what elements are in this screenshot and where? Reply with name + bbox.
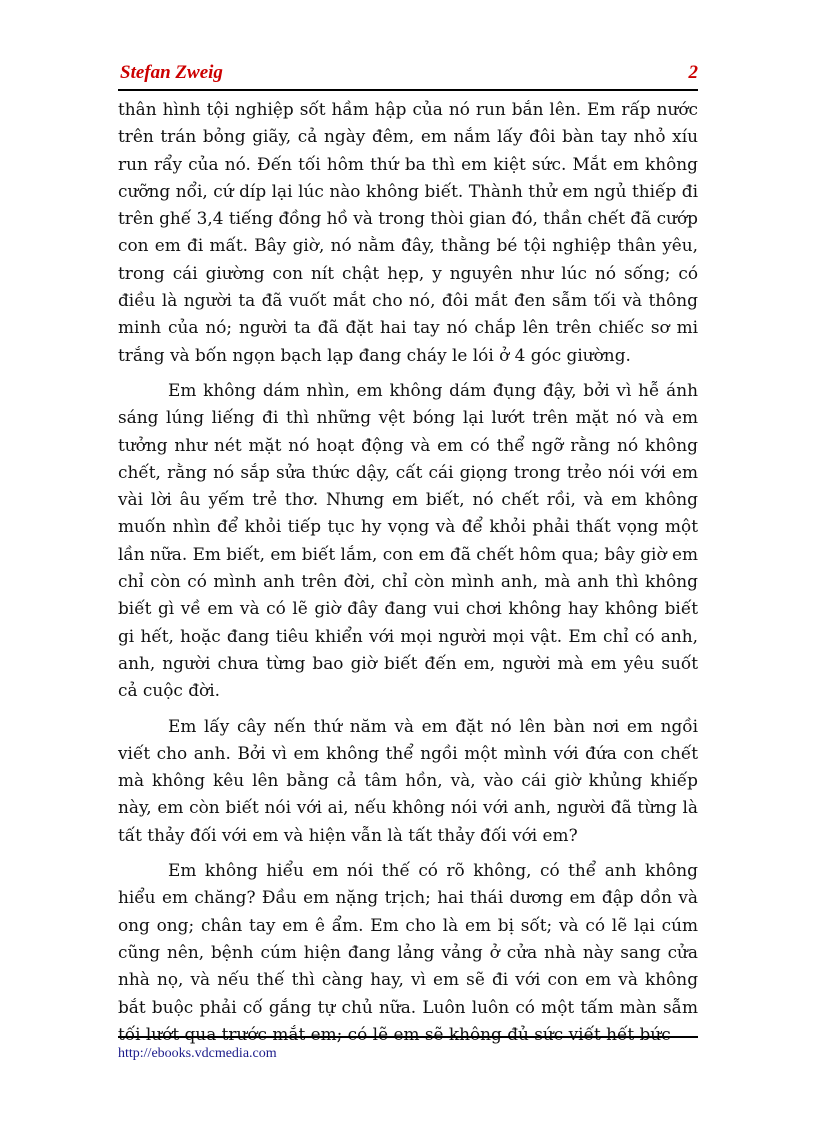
header-author: Stefan Zweig xyxy=(120,62,223,83)
paragraph-2: Em không dám nhìn, em không dám đụng đậy, bởi vì hễ ánh sáng lúng liếng đi thì những vệt bóng lại lướt trên mặt nó và em tưởng như nét mặt nó hoạt động và em có thể ngỡ rằng nó không chết, rằng nó sắp sửa thức dậy, cất cái giọng trong trẻo nói với em vài lời âu yếm trẻ thơ. Nhưng em biết, nó chết rồi, và em không muốn nhìn để khỏi tiếp tục hy vọng và để khỏi phải thất vọng một lần nữa. Em biết, em biết lắm, con em đã chết hôm qua; bây giờ em chỉ còn có mình anh trên đời, chỉ còn mình anh, mà anh thì không biết gì về em và có lẽ giờ đây đang vui chơi không hay không biết gi hết, hoặc đang tiêu khiển với mọi người mọi vật. Em chỉ có anh, anh, người chưa từng bao giờ biết đến em, người mà em yêu suốt cả cuộc đời. xyxy=(118,379,698,701)
body-text xyxy=(118,96,698,1056)
footer-rule xyxy=(118,1036,698,1038)
paragraph-1: thân hình tội nghiệp sốt hầm hập của nó run bắn lên. Em rấp nước trên trán bỏng giãy, cả ngày đêm, em nắm lấy đôi bàn tay nhỏ xíu run rẩy của nó. Đến tối hôm thứ ba thì em kiệt sức. Mắt em không cưỡng nổi, cứ díp lại lúc nào không biết. Thành thử em ngủ thiếp đi trên ghế 3,4 tiếng đồng hồ và trong thòi gian đó, thần chết đã cướp con em đi mất. Bây giờ, nó nằm đây, thằng bé tội nghiệp thân yêu, trong cái giường con nít chật hẹp, y nguyên như lúc nó sống; có điều là người ta đã vuốt mắt cho nó, đôi mắt đen sẫm tối và thông minh của nó; người ta đã đặt hai tay nó chắp lên trên chiếc sơ mi trắng và bốn ngọn bạch lạp đang cháy le lói ở 4 góc giường. xyxy=(118,99,698,365)
header-page-number: 2 xyxy=(688,62,698,83)
paragraph-3: Em lấy cây nến thứ năm và em đặt nó lên bàn nơi em ngồi viết cho anh. Bởi vì em không thể ngồi một mình với đứa con chết mà không kêu lên bằng cả tâm hồn, và, vào cái giờ khủng khiếp này, em còn biết nói với ai, nếu không nói với anh, người đã từng là tất thảy đối với em và hiện vẫn là tất thảy đối với em? xyxy=(118,715,698,845)
header-rule xyxy=(118,89,698,91)
paragraph-4: Em không hiểu em nói thế có rõ không, có thể anh không hiểu em chăng? Đầu em nặng trịch; hai thái dương em đập dồn và ong ong; chân tay em ê ẩm. Em cho là em bị sốt; và có lẽ lại cúm cũng nên, bệnh cúm hiện đang lảng vảng ở cửa nhà này sang cửa nhà nọ, và nếu thế thì càng hay, vì em sẽ đi với con em và không bắt buộc phải cố gắng tự chủ nữa. Luôn luôn có một tấm màn sẫm tối lướt qua trước mắt em; có lẽ em sẽ không đủ sức viết hết bức xyxy=(118,860,698,1044)
footer-url[interactable]: http://ebooks.vdcmedia.com xyxy=(118,1046,277,1061)
running-header xyxy=(118,60,698,88)
